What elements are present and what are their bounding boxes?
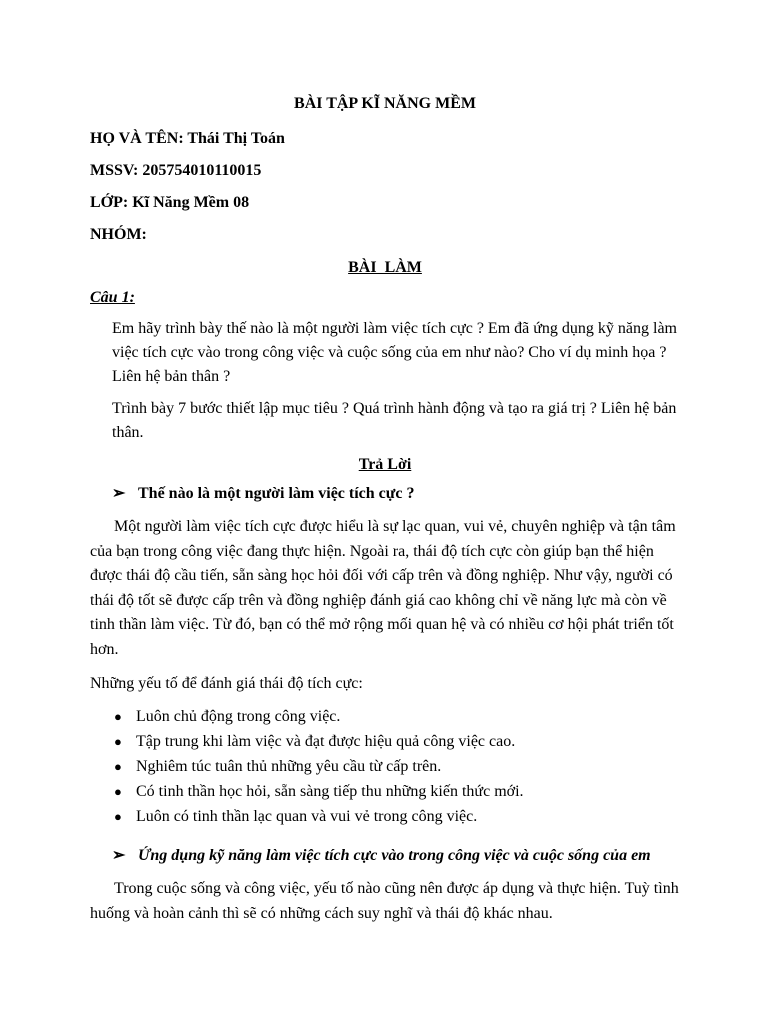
document-body	[90, 92, 680, 936]
list-item-text: Luôn chủ động trong công việc.	[136, 708, 341, 725]
question-1-label: Câu 1:	[90, 289, 135, 306]
question-1-text: Em hãy trình bày thế nào là một người làm việc tích cực ? Em đã ứng dụng kỹ năng làm việc tích cực vào trong công việc và cuộc sống của em như nào? Cho ví dụ minh họa ? Liên hệ bản thân ?	[112, 320, 677, 385]
list-item-text: Có tinh thần học hỏi, sẵn sàng tiếp thu những kiến thức mới.	[136, 783, 524, 800]
arrow-icon: ➢	[112, 485, 126, 502]
student-name: HỌ VÀ TÊN: Thái Thị Toán	[90, 130, 285, 147]
bai-lam-heading: BÀI LÀM	[348, 259, 422, 276]
student-id: MSSV: 205754010110015	[90, 162, 262, 179]
bullet-icon: ●	[114, 734, 122, 749]
arrow-icon: ➢	[112, 847, 126, 864]
answer-heading: Trả Lời	[358, 456, 412, 473]
bullet-icon: ●	[114, 759, 122, 774]
student-group: NHÓM:	[90, 226, 147, 243]
section-1-paragraph: Một người làm việc tích cực được hiểu là sự lạc quan, vui vẻ, chuyên nghiệp và tận tâm của bạn trong công việc đang thực hiện. Ngoài ra, thái độ tích cực còn giúp bạn thể hiện được thái độ cầu tiến, sẵn sàng học hỏi đối với cấp trên và đồng nghiệp. Như vậy, người có thái độ tốt sẽ được cấp trên và đồng nghiệp đánh giá cao không chỉ về năng lực mà còn về tinh thần làm việc. Từ đó, bạn có thể mở rộng mối quan hệ và có nhiều cơ hội phát triển tốt hơn.	[90, 518, 676, 658]
section-2-paragraph: Trong cuộc sống và công việc, yếu tố nào cũng nên được áp dụng và thực hiện. Tuỳ tình huống và hoàn cảnh thì sẽ có những cách suy nghĩ và thái độ khác nhau.	[90, 880, 679, 922]
list-item-text: Tập trung khi làm việc và đạt được hiệu quả công việc cao.	[136, 733, 516, 750]
criteria-intro: Những yếu tố để đánh giá thái độ tích cực:	[90, 675, 363, 692]
question-2-text: Trình bày 7 bước thiết lập mục tiêu ? Quá trình hành động và tạo ra giá trị ? Liên hệ bản thân.	[112, 400, 677, 441]
section-1-heading-text: Thế nào là một người làm việc tích cực ?	[138, 485, 415, 502]
bullet-icon: ●	[114, 809, 122, 824]
list-item	[114, 704, 680, 729]
section-2-heading-text: Ứng dụng kỹ năng làm việc tích cực vào trong công việc và cuộc sống của em	[138, 847, 651, 864]
list-item	[114, 779, 680, 804]
section-1-heading	[112, 481, 680, 507]
criteria-list	[90, 704, 680, 829]
section-2-heading	[112, 843, 680, 869]
bullet-icon: ●	[114, 784, 122, 799]
list-item-text: Nghiêm túc tuân thủ những yêu cầu từ cấp trên.	[136, 758, 442, 775]
student-class: LỚP: Kĩ Năng Mềm 08	[90, 194, 250, 211]
bullet-icon: ●	[114, 709, 122, 724]
list-item	[114, 804, 680, 829]
list-item-text: Luôn có tinh thần lạc quan và vui vẻ trong công việc.	[136, 808, 478, 825]
list-item	[114, 729, 680, 754]
list-item	[114, 754, 680, 779]
document-title: BÀI TẬP KĨ NĂNG MỀM	[294, 95, 476, 112]
